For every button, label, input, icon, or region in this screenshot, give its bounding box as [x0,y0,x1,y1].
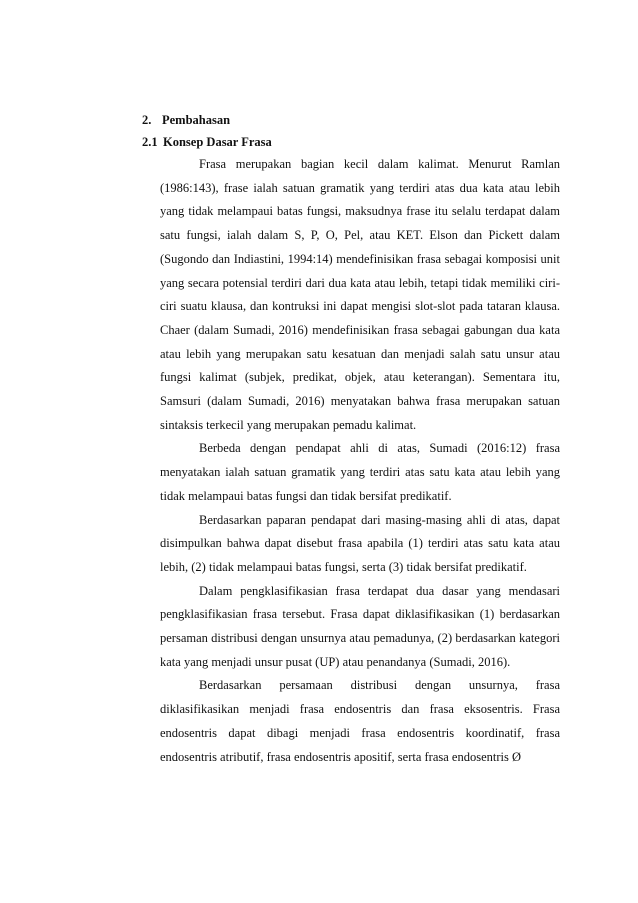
paragraph: Frasa merupakan bagian kecil dalam kalimat. Menurut Ramlan (1986:143), frase ialah satuan gramatik yang terdiri atas dua kata atau lebih yang tidak melampaui batas fungsi, maksudnya frase itu selalu terdapat dalam satu fungsi, ialah dalam S, P, O, Pel, atau KET. Elson dan Pickett dalam (Sugondo dan Indiastini, 1994:14) mendefinisikan frasa sebagai komposisi unit yang secara potensial terdiri dari dua kata atau lebih, tetapi tidak memiliki ciri-ciri suatu klausa, dan kontruksi ini dapat mengisi slot-slot pada tataran klausa. Chaer (dalam Sumadi, 2016) mendefinisikan frasa sebagai gabungan dua kata atau lebih yang merupakan satu kesatuan dan menjadi salah satu unsur atau fungsi kalimat (subjek, predikat, objek, atau keterangan). Sementara itu, Samsuri (dalam Sumadi, 2016) menyatakan bahwa frasa merupakan satuan sintaksis terkecil yang merupakan pemadu kalimat. [160,157,560,432]
subsection-title: Konsep Dasar Frasa [163,135,272,149]
paragraph: Dalam pengklasifikasian frasa terdapat dua dasar yang mendasari pengklasifikasian frasa tersebut. Frasa dapat diklasifikasikan (1) berdasarkan persaman distribusi dengan unsurnya atau pemadunya, (2) berdasarkan kategori kata yang menjadi unsur pusat (UP) atau penandanya (Sumadi, 2016). [160,583,560,669]
section-number: 2. [142,113,152,127]
paragraph: Berdasarkan paparan pendapat dari masing-masing ahli di atas, dapat disimpulkan bahwa dapat disebut frasa apabila (1) terdiri atas satu kata atau lebih, (2) tidak melampaui batas fungsi, serta (3) tidak bersifat predikatif. [160,512,560,574]
subsection-number: 2.1 [142,135,158,149]
subsection-heading [142,135,272,150]
body-text [160,153,560,769]
section-title: Pembahasan [162,113,231,127]
paragraph: Berbeda dengan pendapat ahli di atas, Sumadi (2016:12) frasa menyatakan ialah satuan gramatik yang terdiri atas satu kata atau lebih yang tidak melampaui batas fungsi dan tidak bersifat predikatif. [160,441,560,503]
section-heading [142,113,230,128]
paragraph: Berdasarkan persamaan distribusi dengan unsurnya, frasa diklasifikasikan menjadi frasa endosentris dan frasa eksosentris. Frasa endosentris dapat dibagi menjadi frasa endosentris koordinatif, frasa endosentris atributif, frasa endosentris apositif, serta frasa endosentris Ø [160,678,560,764]
